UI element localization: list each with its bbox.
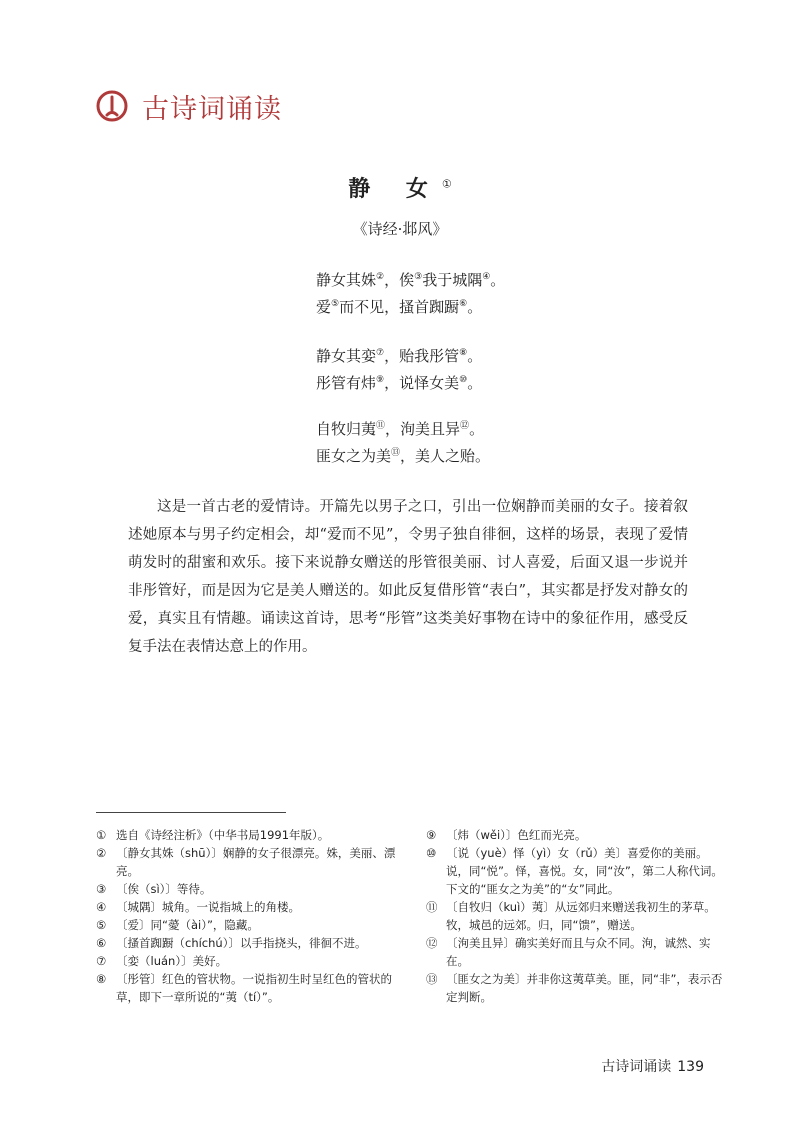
poem-text: 彤管有炜 (316, 374, 377, 392)
poem-text: 。 (469, 420, 485, 438)
poem-title-note: ① (441, 177, 452, 191)
footnote-number: ① (96, 828, 107, 842)
footnote-number: ④ (96, 900, 107, 914)
footnote (96, 934, 396, 952)
poem-note-ref: ⑬ (391, 448, 401, 458)
poem-line (316, 441, 490, 468)
footnote (96, 880, 396, 898)
poem-text: ，俟 (384, 271, 415, 289)
section-logo-icon (96, 90, 128, 122)
footnote-text: 〔匪女之为美〕并非你这荑草美。匪，同“非”，表示否定判断。 (446, 972, 723, 1004)
poem-stanza (316, 265, 505, 319)
poem-text: 而不见，搔首踟蹰 (339, 298, 460, 316)
poem-line (316, 368, 482, 395)
poem-line (316, 265, 505, 292)
poem-text: ，贻我彤管 (384, 347, 460, 365)
page-footer (601, 1056, 704, 1076)
poem-source: 《诗经·邶风》 (352, 220, 448, 238)
intro-paragraph: 这是一首古老的爱情诗。开篇先以男子之口，引出一位娴静而美丽的女子。接着叙述她原本与男子约定相会，却“爱而不见”，令男子独自徘徊，这样的场景，表现了爱情萌发时的甜蜜和欢乐。接下来说静女赠送的彤管很美丽、讨人喜爱，后面又退一步说并非彤管好，而是因为它是美人赠送的。如此反复借彤管“表白”，其实都是抒发对静女的爱，真实且有情趣。诵读这首诗，思考“彤管”这类美好事物在诗中的象征作用，感受反复手法在表情达意上的作用。 (128, 499, 688, 655)
footnote-text: 选自《诗经注析》（中华书局1991年版）。 (116, 828, 330, 842)
poem-text: 静女其姝 (316, 271, 377, 289)
section-header (96, 86, 282, 126)
poem-note-ref: ④ (482, 272, 491, 282)
footnote-number: ⑩ (426, 846, 437, 860)
footnote-number: ③ (96, 882, 107, 896)
poem-note-ref: ③ (414, 272, 423, 282)
intro-paragraph-block (128, 493, 688, 661)
footnote-text: 〔爱〕同“薆（ài）”，隐藏。 (116, 918, 259, 932)
footnote-number: ⑨ (426, 828, 437, 842)
footnote-number: ⑪ (426, 900, 438, 914)
footnote-number: ② (96, 846, 107, 860)
poem-text: 爱 (316, 298, 332, 316)
footnote-number: ⑥ (96, 936, 107, 950)
poem-text: 我于城隅 (422, 271, 483, 289)
footnote-text: 〔洵美且异〕确实美好而且与众不同。洵，诚然、实在。 (446, 936, 711, 968)
poem-note-ref: ⑥ (459, 299, 468, 309)
page-number: 139 (677, 1059, 704, 1075)
poem-stanza (316, 341, 482, 395)
poem-note-ref: ② (376, 272, 385, 282)
poem-text: ，说怿女美 (384, 374, 460, 392)
footnote-text: 〔城隅〕城角。一说指城上的角楼。 (116, 900, 300, 914)
footnote (426, 844, 726, 898)
footnote-number: ⑧ (96, 972, 107, 986)
footnote-text: 〔搔首踟蹰（chíchú）〕以手指挠头，徘徊不进。 (116, 936, 367, 950)
poem-title-row (0, 172, 800, 203)
footnote-number: ⑦ (96, 954, 107, 968)
poem-stanza (316, 414, 490, 468)
poem-text: ，洵美且异 (385, 420, 461, 438)
poem-text: 匪女之为美 (316, 447, 392, 465)
footnote (96, 916, 396, 934)
section-title: 古诗词诵读 (142, 93, 282, 125)
footnote (426, 826, 726, 844)
footnote-text: 〔静女其姝（shū）〕娴静的女子很漂亮。姝，美丽、漂亮。 (116, 846, 396, 878)
poem-note-ref: ⑤ (331, 299, 340, 309)
footnote (426, 970, 726, 1006)
poem-line (316, 414, 490, 441)
footnote (426, 898, 726, 934)
poem-line (316, 292, 505, 319)
poem-note-ref: ⑪ (376, 421, 386, 431)
footnote-text: 〔俟（sì）〕等待。 (116, 882, 212, 896)
footnote (426, 934, 726, 970)
footnote-text: 〔彤管〕红色的管状物。一说指初生时呈红色的管状的草，即下一章所说的“荑（tí）”。 (116, 972, 392, 1004)
poem-text: 。 (467, 298, 483, 316)
footnote-text: 〔炜（wěi）〕色红而光亮。 (446, 828, 587, 842)
poem-text: 自牧归荑 (316, 420, 377, 438)
footnote-divider (96, 812, 286, 813)
footnote-number: ⑤ (96, 918, 107, 932)
poem-note-ref: ⑦ (376, 348, 385, 358)
footnote (96, 952, 396, 970)
footnote (96, 898, 396, 916)
footnote (96, 844, 396, 880)
footnote (96, 826, 396, 844)
notes-left-column (96, 826, 396, 1006)
poem-note-ref: ⑫ (460, 421, 470, 431)
footnote-number: ⑬ (426, 972, 438, 986)
footnote-text: 〔说（yuè）怿（yì）女（rǔ）美〕喜爱你的美丽。说，同“悦”。怿，喜悦。女，同“汝”，第二人称代词。下文的“匪女之为美”的“女”同此。 (446, 846, 723, 896)
poem-text: ，美人之贻。 (400, 447, 491, 465)
poem-text: 。 (490, 271, 506, 289)
footer-label: 古诗词诵读 (601, 1059, 672, 1075)
footnote-text: 〔自牧归（kuì）荑〕从远郊归来赠送我初生的茅草。牧，城邑的远郊。归，同“馈”，赠送。 (446, 900, 716, 932)
poem-text: 。 (467, 347, 483, 365)
footnote (96, 970, 396, 1006)
poem-title: 静 女 (348, 177, 442, 202)
footnote-number: ⑫ (426, 936, 438, 950)
poem-text: 。 (467, 374, 483, 392)
poem-note-ref: ⑨ (376, 375, 385, 385)
poem-note-ref: ⑩ (459, 375, 468, 385)
notes-right-column (426, 826, 726, 1006)
poem-line (316, 341, 482, 368)
poem-text: 静女其娈 (316, 347, 377, 365)
footnote-text: 〔娈（luán）〕美好。 (116, 954, 228, 968)
poem-note-ref: ⑧ (459, 348, 468, 358)
